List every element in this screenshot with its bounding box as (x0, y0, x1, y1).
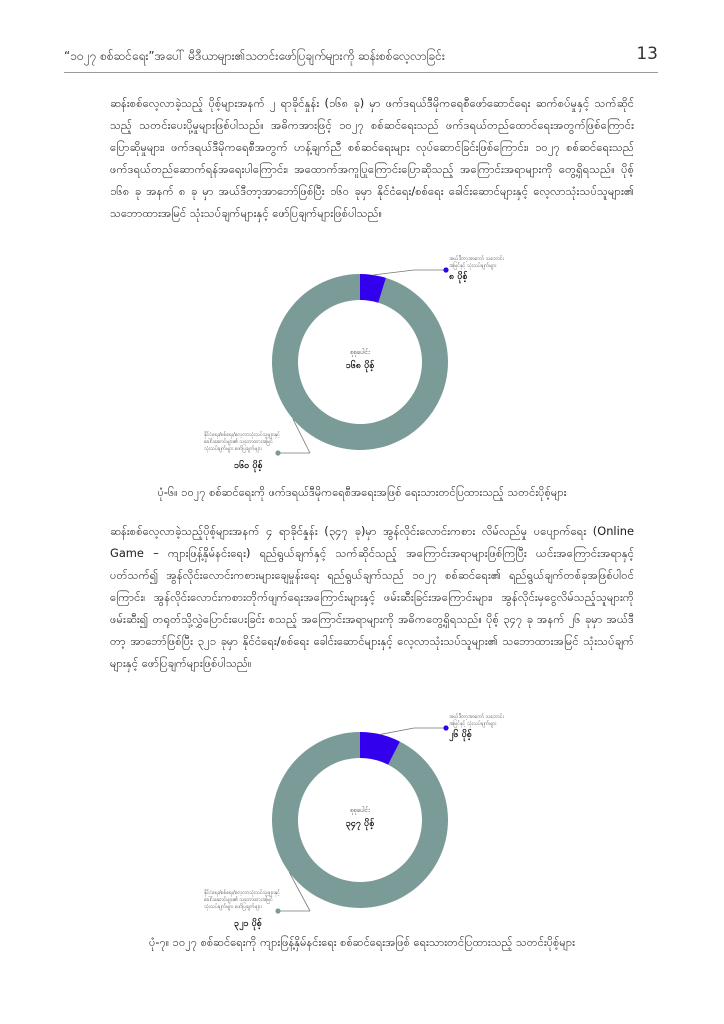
figure-7-caption: ပုံ-၇။ ၁၀၂၇ စစ်ဆင်ရေးကို ကျားဖြန့်နှိမ်နင်းရေး စစ်ဆင်ရေးအဖြစ် ရေးသားတင်ပြထားသည့် သတင်းပိုစ့်များ (149, 936, 575, 949)
page-number: 13 (636, 44, 658, 64)
slice-label-editorial-line2: အမြင်နှင့် သုံးသပ်ချက်များ (449, 721, 497, 727)
donut-chart-figure-6 (200, 250, 520, 480)
running-title: “၁၀၂၇ စစ်ဆင်ရေး”အပေါ် မီဒီယာများ၏သတင်းဖော်ပြချက်များကို ဆန်းစစ်လေ့လာခြင်း (64, 49, 445, 63)
donut-chart-figure-7 (200, 708, 520, 938)
slice-label-leaders-line2: ခေါင်းဆောင်များ၏ သဘောထားအမြင် (204, 897, 273, 903)
slice-label-leaders-line1: နိုင်ငံရေး/စစ်ရေး/လေ့လာသုံးသပ်သူများနှင့် (204, 432, 280, 438)
body-paragraph-2: ဆန်းစစ်လေ့လာခဲ့သည့်ပိုစ့်များအနက် ၄ ရာခိုင်နှုန်း (၃၄၇ ခု)မှာ အွန်လိုင်းလောင်းကစား လိမ်လည်မှု ပပျောက်ရေး (Online Game – ကျားဖြန့်နှိမ်နင်းရေး) ရည်ရွယ်ချက်နှင့် သက်ဆိုင်သည့် အကြောင်းအရာများဖြစ်ကြပြီး ယင်းအကြောင်းအရာနှင့်ပတ်သက်၍ အွန်လိုင်းလောင်းကစားများချေမှုန်းရေး ရည်ရွယ်ချက်သည် ၁၀၂၇ စစ်ဆင်ရေး၏ ရည်ရွယ်ချက်တစ်ခုအဖြစ်ပါဝင်ကြောင်း၊ အွန်လိုင်းလောင်းကစားတိုက်ဖျက်ရေးအကြောင်းများနှင့် ဖမ်းဆီးခြင်းအကြောင်းများ၊ အွန်လိုင်းမှငွေလိမ်သည့်သူများကို ဖမ်းဆီး၍ တရုတ်သို့လွှဲပြောင်းပေးခြင်း စသည့် အကြောင်းအရာများကို အဓိကတွေ့ရှိရသည်။ ပိုစ့် ၃၄၇ ခု အနက် ၂၆ ခုမှာ အယ်ဒီတာ့ အာဘော်ဖြစ်ပြီး ၃၂၁ ခုမှာ နိုင်ငံရေး/စစ်ရေး ခေါင်းဆောင်များနှင့် လေ့လာသုံးသပ်သူများ၏ သဘောထားအမြင် သုံးသပ်ချက်များနှင့် ဖော်ပြချက်များဖြစ်ပါသည်။ (110, 524, 634, 670)
label-marker-editorial (443, 267, 448, 272)
slice-value-leaders: ၁၆၀ ပိုစ့် (234, 461, 263, 471)
label-marker-leaders (275, 908, 280, 913)
body-paragraph-1: ဆန်းစစ်လေ့လာခဲ့သည့် ပိုစ့်များအနက် ၂ ရာခိုင်နှုန်း (၁၆၈ ခု) မှာ ဖက်ဒရယ်ဒီမိုကရေစီဖော်ဆောင်ရေး ဆက်စပ်မှုနှင့် သက်ဆိုင်သည့် သတင်းပေးပို့မှုများဖြစ်ပါသည်။ အဓိကအားဖြင့် ၁၀၂၇ စစ်ဆင်ရေးသည် ဖက်ဒရယ်တည်ထောင်ရေးအတွက်ဖြစ်ကြောင်း ပြောဆိုမှုများ၊ ဖက်ဒရယ်ဒီမိုကရေစီအတွက် ဟန့်ချက်ညီ စစ်ဆင်ရေးများ လုပ်ဆောင်ခြင်းဖြစ်ကြောင်း၊ ၁၀၂၇ စစ်ဆင်ရေးသည် ဖက်ဒရယ်တည်ဆောက်ရန်အရေးပါကြောင်း၊ အထောက်အကူပြုကြောင်းပြောဆိုသည့် အကြောင်းအရာများကို တွေ့ရှိရသည်။ ပိုစ့် ၁၆၈ ခု အနက် ၈ ခု မှာ အယ်ဒီတာ့အာဘော်ဖြစ်ပြီး ၁၆၀ ခုမှာ နိုင်ငံရေး/စစ်ရေး ခေါင်းဆောင်များနှင့် လေ့လာသုံးသပ်သူများ၏ သဘောထားအမြင် သုံးသပ်ချက်များနှင့် ဖော်ပြချက်များဖြစ်ပါသည်။ (110, 96, 634, 220)
leader-line-editorial (381, 728, 414, 734)
leader-line-editorial (373, 270, 414, 275)
slice-label-leaders-line3: သုံးသပ်ချက်များ ဖော်ပြချက်များ (204, 904, 262, 910)
donut-center-total: ၃၄၇ ပိုစ့် (345, 819, 375, 829)
header-divider (64, 72, 658, 73)
donut-center-total: ၁၆၈ ပိုစ့် (345, 361, 375, 371)
slice-label-leaders-line3: သုံးသပ်ချက်များ ဖော်ပြချက်များ (204, 446, 262, 452)
figure-6-caption: ပုံ-၆။ ၁၀၂၇ စစ်ဆင်ရေးကို ဖက်ဒရယ်ဒီမိုကရေစီအရေးအဖြစ် ရေးသားတင်ပြထားသည့် သတင်းပိုစ့်များ (157, 486, 567, 499)
slice-label-editorial-line2: အမြင်နှင့် သုံးသပ်ချက်များ (449, 263, 497, 269)
slice-value-editorial: ၂၆ ပိုစ့် (449, 730, 472, 740)
donut-center-label: စုစုပေါင်း (350, 349, 370, 356)
slice-label-editorial-line1: အယ်ဒီတာ့အာဘော် သဘောင်း (449, 256, 504, 262)
slice-value-leaders: ၃၂၁ ပိုစ့် (234, 919, 262, 929)
label-marker-leaders (275, 450, 280, 455)
donut-center-label: စုစုပေါင်း (350, 807, 370, 814)
slice-label-leaders-line1: နိုင်ငံရေး/စစ်ရေး/လေ့လာသုံးသပ်သူများနှင့် (204, 890, 280, 896)
slice-label-editorial-line1: အယ်ဒီတာ့အာဘော် သဘောင်း (449, 714, 504, 720)
label-marker-editorial (443, 725, 448, 730)
slice-label-leaders-line2: ခေါင်းဆောင်များ၏ သဘောထားအမြင် (204, 439, 273, 445)
donut-chart-svg (200, 708, 520, 938)
page-header (64, 44, 658, 70)
donut-chart-svg (200, 250, 520, 480)
slice-value-editorial: ၈ ပိုစ့် (449, 272, 468, 282)
